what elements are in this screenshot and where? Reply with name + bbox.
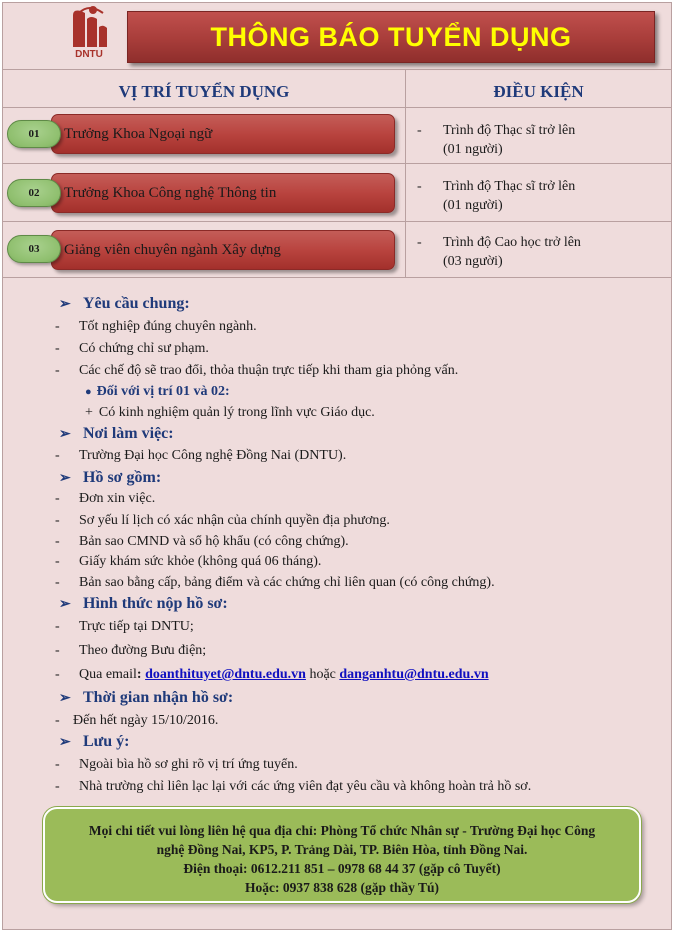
list-item-text: Bản sao CMND và sổ hộ khẩu (có công chứng). xyxy=(79,534,349,549)
dash-marker: - xyxy=(55,491,60,506)
list-item xyxy=(55,534,349,550)
list-item-text: Trực tiếp tại DNTU; xyxy=(79,619,194,634)
list-item xyxy=(55,757,298,773)
condition-cell xyxy=(417,121,667,159)
contact-footer xyxy=(43,807,641,903)
list-item-text: Sơ yếu lí lịch có xác nhận của chính quyền địa phương. xyxy=(79,513,390,528)
condition-cell xyxy=(417,233,667,271)
section-notes xyxy=(59,733,130,751)
list-item-text: Đơn xin việc. xyxy=(79,491,156,506)
list-item-text: Giấy khám sức khỏe (không quá 06 tháng). xyxy=(79,554,322,569)
section-title: Thời gian nhận hồ sơ: xyxy=(83,689,234,706)
list-item xyxy=(55,319,257,335)
dash-marker: - xyxy=(417,179,422,194)
list-item xyxy=(55,779,531,795)
position-name: Trưởng Khoa Ngoại ngữ xyxy=(64,125,213,142)
list-item xyxy=(55,713,218,729)
list-item xyxy=(55,513,390,529)
announcement-page xyxy=(2,2,672,930)
arrow-icon: ➢ xyxy=(59,735,71,750)
section-title: Lưu ý: xyxy=(83,733,130,750)
list-item xyxy=(55,643,206,659)
email-link-tuyet[interactable]: doanthituyet@dntu.edu.vn xyxy=(145,667,306,682)
page-title: THÔNG BÁO TUYỂN DỤNG xyxy=(210,21,572,52)
list-item xyxy=(55,363,458,379)
condition-count: (01 người) xyxy=(443,142,503,157)
table-row-divider xyxy=(3,163,671,164)
email-colon: : xyxy=(136,667,142,682)
list-item xyxy=(85,405,375,421)
dash-marker: - xyxy=(55,619,60,634)
dash-marker: - xyxy=(417,235,422,250)
dash-marker: - xyxy=(55,341,60,356)
dash-marker: - xyxy=(55,667,60,682)
list-item-text: Ngoài bìa hồ sơ ghi rõ vị trí ứng tuyển. xyxy=(79,757,298,772)
section-title: Yêu cầu chung: xyxy=(83,295,190,312)
row-number-badge: 03 xyxy=(7,235,61,263)
dash-marker: - xyxy=(55,534,60,549)
section-general xyxy=(59,295,190,313)
position-row-01 xyxy=(51,114,395,154)
dash-marker: - xyxy=(417,123,422,138)
list-item-email xyxy=(55,667,489,683)
list-item-text: Theo đường Bưu điện; xyxy=(79,643,207,658)
section-title: Hồ sơ gồm: xyxy=(83,469,162,486)
position-name: Trưởng Khoa Công nghệ Thông tin xyxy=(64,184,277,201)
table-header-border xyxy=(3,107,671,108)
dash-marker: - xyxy=(55,363,60,378)
logo-text: DNTU xyxy=(75,49,103,60)
dash-marker: - xyxy=(55,554,60,569)
arrow-icon: ➢ xyxy=(59,471,71,486)
subsection-positions xyxy=(85,384,230,400)
subsection-title: Đối với vị trí 01 và 02: xyxy=(96,384,230,399)
dash-marker: - xyxy=(55,575,60,590)
dash-marker: - xyxy=(55,643,60,658)
dash-marker: - xyxy=(55,448,60,463)
section-title: Nơi làm việc: xyxy=(83,425,174,442)
list-item-text: Trường Đại học Công nghệ Đồng Nai (DNTU). xyxy=(79,448,347,463)
arrow-icon: ➢ xyxy=(59,427,71,442)
list-item xyxy=(55,554,321,570)
row-number-badge: 01 xyxy=(7,120,61,148)
list-item-text: Có chứng chỉ sư phạm. xyxy=(79,341,209,356)
position-row-02 xyxy=(51,173,395,213)
condition-count: (03 người) xyxy=(443,254,503,269)
email-label: Qua email xyxy=(79,667,137,682)
dash-marker: - xyxy=(55,779,60,794)
column-header-condition: ĐIỀU KIỆN xyxy=(493,82,584,101)
list-item-text: Bản sao bằng cấp, bảng điểm và các chứng chỉ liên quan (có công chứng). xyxy=(79,575,495,590)
dash-marker: - xyxy=(55,319,60,334)
arrow-icon: ➢ xyxy=(59,597,71,612)
table-top-border xyxy=(3,69,671,70)
list-item-text: Nhà trường chỉ liên lạc lại với các ứng viên đạt yêu cầu và không hoàn trả hồ sơ. xyxy=(79,779,532,794)
dash-marker: - xyxy=(55,513,60,528)
contact-phone-alt: Hoặc: 0937 838 628 (gặp thầy Tú) xyxy=(244,880,439,895)
list-item-text: Có kinh nghiệm quản lý trong lĩnh vực Giáo dục. xyxy=(98,405,375,420)
list-item-text: Các chế độ sẽ trao đổi, thỏa thuận trực tiếp khi tham gia phỏng vấn. xyxy=(79,363,459,378)
title-banner xyxy=(127,11,655,63)
contact-line: nghệ Đồng Nai, KP5, P. Trảng Dài, TP. Biên Hòa, tỉnh Đồng Nai. xyxy=(156,842,528,857)
dash-marker: - xyxy=(55,713,60,728)
list-item-text: Đến hết ngày 15/10/2016. xyxy=(73,713,219,728)
section-submission xyxy=(59,595,228,613)
bullet-icon: ● xyxy=(85,386,92,398)
position-name: Giảng viên chuyên ngành Xây dựng xyxy=(64,241,281,258)
list-item-text: Tốt nghiệp đúng chuyên ngành. xyxy=(79,319,257,334)
plus-icon: + xyxy=(85,405,93,420)
condition-count: (01 người) xyxy=(443,198,503,213)
table-bottom-border xyxy=(3,277,671,278)
dash-marker: - xyxy=(55,757,60,772)
section-documents xyxy=(59,469,161,487)
position-row-03 xyxy=(51,230,395,270)
column-header-position: VỊ TRÍ TUYỂN DỤNG xyxy=(118,82,290,101)
email-separator: hoặc xyxy=(309,667,336,682)
condition-text: Trình độ Thạc sĩ trở lên xyxy=(443,179,576,194)
table-row-divider xyxy=(3,221,671,222)
email-link-tu[interactable]: danganhtu@dntu.edu.vn xyxy=(339,667,489,682)
contact-phone: Điện thoại: 0612.211 851 – 0978 68 44 37 (gặp cô Tuyết) xyxy=(183,861,501,876)
arrow-icon: ➢ xyxy=(59,297,71,312)
list-item xyxy=(55,341,209,357)
arrow-icon: ➢ xyxy=(59,691,71,706)
condition-text: Trình độ Cao học trở lên xyxy=(443,235,581,250)
section-workplace xyxy=(59,425,174,443)
dntu-logo xyxy=(63,5,115,63)
contact-line: Mọi chi tiết vui lòng liên hệ qua địa chỉ: Phòng Tổ chức Nhân sự - Trường Đại học Công xyxy=(88,823,596,838)
condition-cell xyxy=(417,177,667,215)
list-item xyxy=(55,619,194,635)
list-item xyxy=(55,575,495,591)
logo-emblem-icon xyxy=(63,5,115,51)
section-deadline xyxy=(59,689,233,707)
list-item xyxy=(55,491,155,507)
condition-text: Trình độ Thạc sĩ trở lên xyxy=(443,123,576,138)
row-number-badge: 02 xyxy=(7,179,61,207)
section-title: Hình thức nộp hồ sơ: xyxy=(83,595,228,612)
list-item xyxy=(55,448,346,464)
